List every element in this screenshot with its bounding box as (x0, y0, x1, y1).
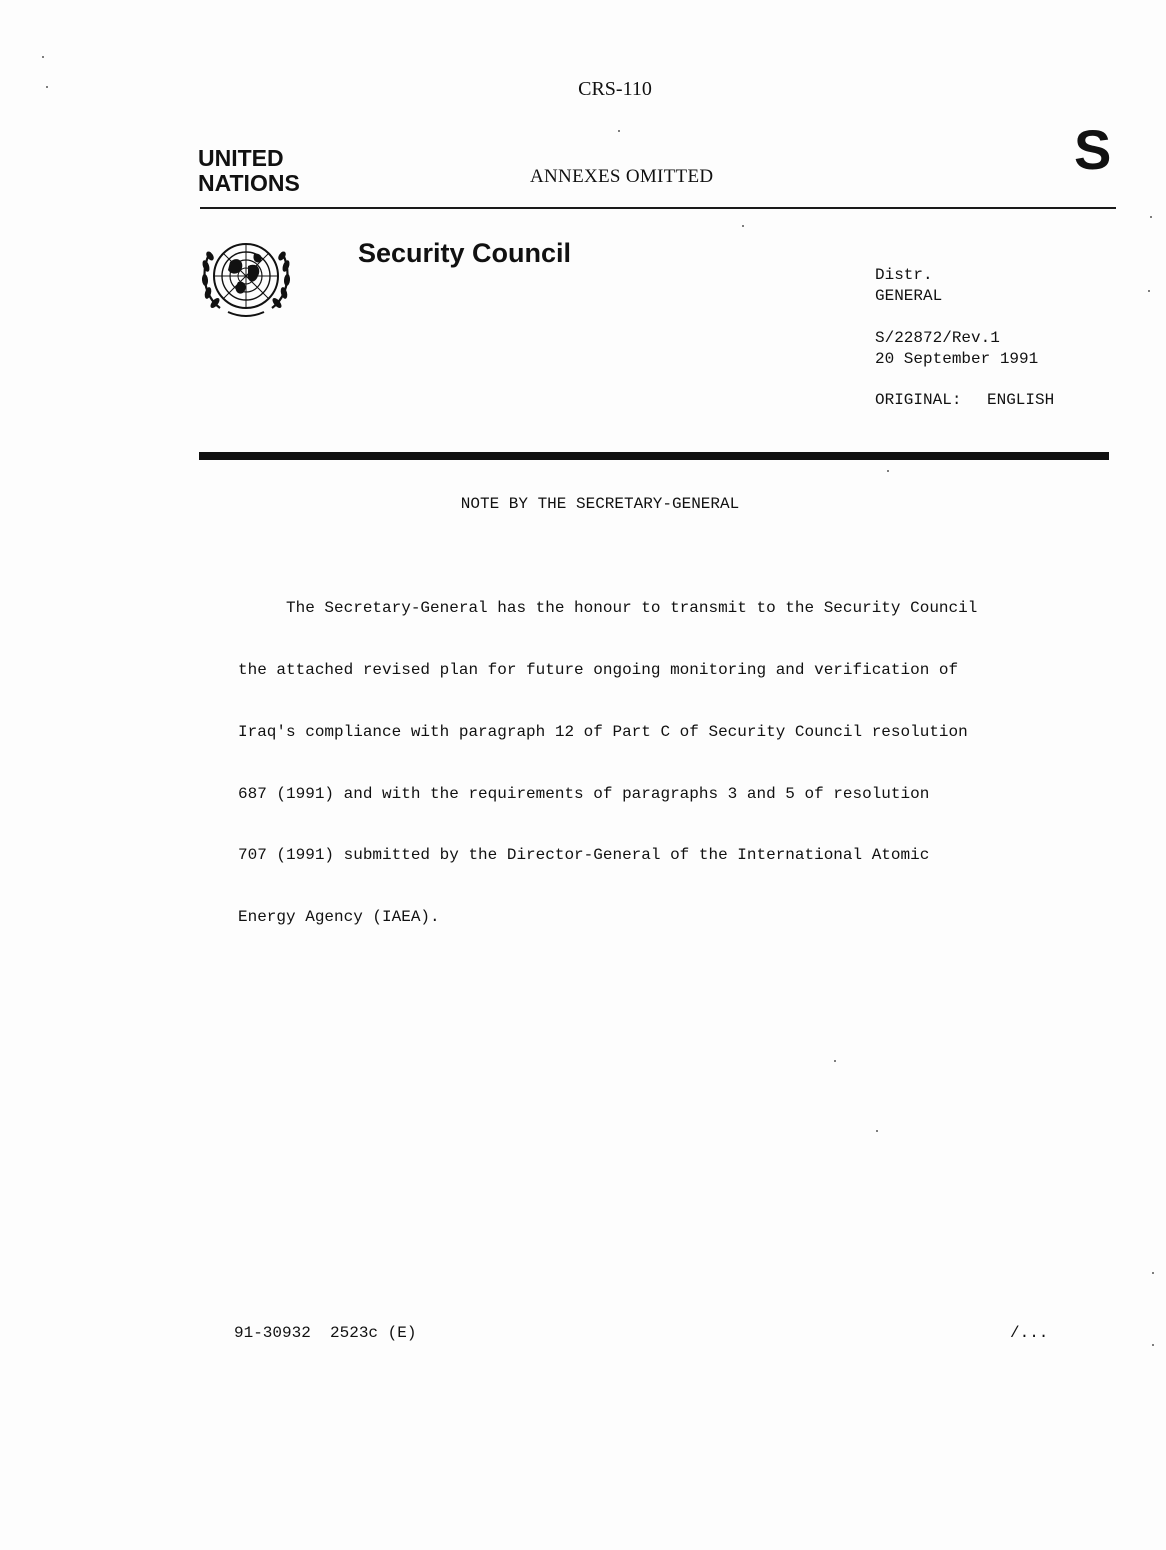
document-symbol: S/22872/Rev.1 (875, 329, 1000, 347)
organization-name (198, 146, 300, 196)
scan-speck (742, 225, 744, 227)
scan-speck (42, 56, 44, 58)
council-title: Security Council (358, 238, 572, 268)
scan-speck (887, 470, 889, 472)
document-control-number: CRS-110 (578, 78, 652, 100)
scan-speck (1152, 1344, 1154, 1346)
note-paragraph (238, 557, 1068, 948)
scan-speck (876, 1130, 878, 1132)
scan-speck (834, 1060, 836, 1062)
scan-speck (618, 130, 620, 132)
paragraph-line: 687 (1991) and with the requirements of paragraphs 3 and 5 of resolution (238, 784, 930, 803)
job-reference: 91-30932 2523c (E) (234, 1324, 417, 1342)
note-heading: NOTE BY THE SECRETARY-GENERAL (460, 495, 740, 513)
continuation-marker: /... (1010, 1324, 1049, 1342)
scan-speck (1150, 216, 1152, 218)
distribution-value: GENERAL (875, 287, 943, 305)
organization-name-line1: UNITED (198, 145, 284, 171)
document-date: 20 September 1991 (875, 350, 1039, 368)
annexes-notice: ANNEXES OMITTED (530, 166, 714, 187)
original-language-label: ORIGINAL: (875, 391, 962, 409)
scan-speck (1148, 290, 1150, 292)
paragraph-line: Energy Agency (IAEA). (238, 908, 440, 927)
scan-speck (46, 86, 48, 88)
un-emblem-icon (198, 236, 294, 320)
distribution-label: Distr. (875, 266, 933, 284)
paragraph-line: 707 (1991) submitted by the Director-General of the International Atomic (238, 846, 930, 865)
original-language-value: ENGLISH (987, 391, 1055, 409)
header-divider (200, 207, 1116, 209)
paragraph-line: Iraq's compliance with paragraph 12 of Part C of Security Council resolution (238, 722, 968, 741)
language-letter: S (1074, 118, 1112, 181)
paragraph-line: the attached revised plan for future ongoing monitoring and verification of (238, 660, 959, 679)
scan-speck (1152, 1272, 1154, 1274)
paragraph-line: The Secretary-General has the honour to transmit to the Security Council (238, 599, 978, 618)
organization-name-line2: NATIONS (198, 170, 300, 196)
masthead-divider (199, 452, 1109, 460)
